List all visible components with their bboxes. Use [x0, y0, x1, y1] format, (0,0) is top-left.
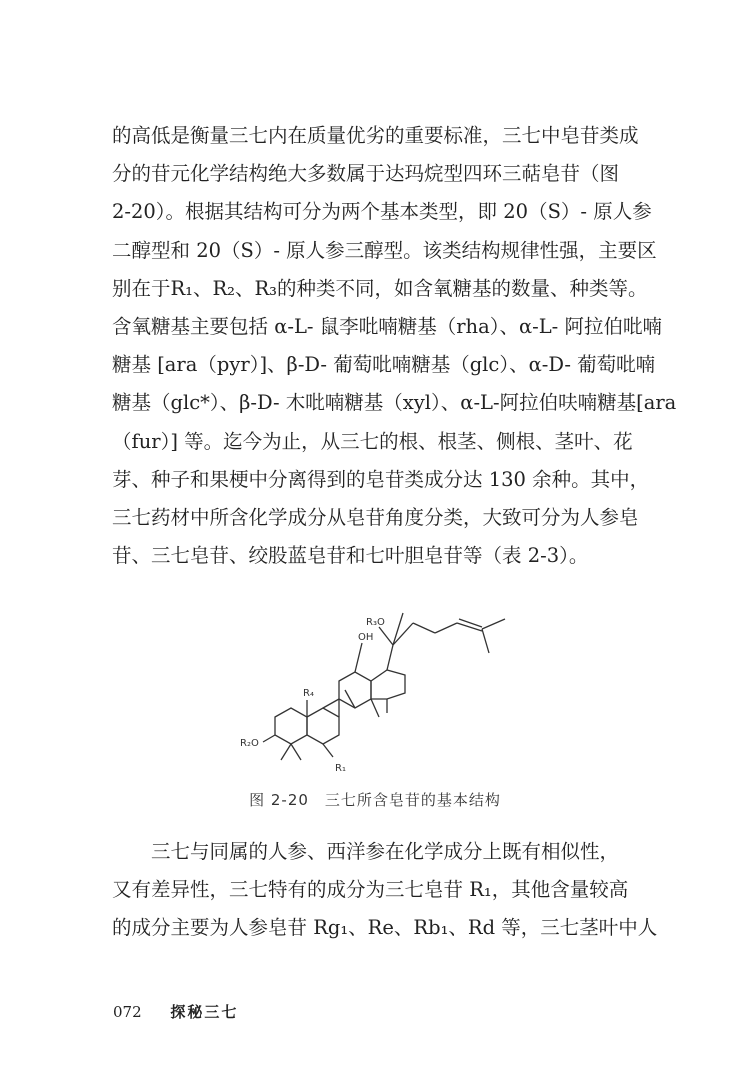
bond: [459, 619, 482, 627]
r3o-label: R₃O: [366, 617, 385, 628]
bond: [291, 744, 301, 760]
r4-label: R₄: [303, 688, 314, 699]
bond: [323, 699, 339, 708]
text-line: 芽、种子和果梗中分离得到的皂苷类成分达 130 余种。其中，: [112, 467, 650, 491]
ring-d: [371, 670, 405, 699]
text-line: 的高低是衡量三七内在质量优劣的重要标准，三七中皂苷类成: [112, 124, 639, 147]
bond: [413, 623, 435, 633]
text-line: 2-20）。根据其结构可分为两个基本类型，即 20（S）- 原人参: [112, 200, 652, 224]
body-paragraph-2: [112, 833, 658, 948]
oh-label: OH: [358, 632, 374, 643]
bond: [371, 699, 379, 717]
text-line: 苷、三七皂苷、绞股蓝皂苷和七叶胆皂苷等（表 2-3）。: [112, 544, 589, 568]
text-line: 三七与同属的人参、西洋参在化学成分上既有相似性，: [151, 840, 620, 863]
text-line: 二醇型和 20（S）- 原人参三醇型。该类结构规律性强，主要区: [112, 238, 657, 262]
bond: [482, 629, 489, 653]
bond: [435, 623, 457, 633]
bond: [281, 744, 291, 760]
text-line: 别在于R₁、R₂、R₃的种类不同，如含氧糖基的数量、种类等。: [112, 276, 648, 300]
r2o-label: R₂O: [240, 738, 259, 749]
text-line: 糖基 [ara（pyr）]、β-D- 葡萄吡喃糖基（glc）、α-D- 葡萄吡喃: [112, 353, 656, 377]
body-paragraph-1: [112, 117, 677, 575]
page-footer: [113, 1001, 238, 1022]
text-line: 三七药材中所含化学成分从皂苷角度分类，大致可分为人参皂: [112, 506, 639, 530]
text-line: 糖基（glc*）、β-D- 木吡喃糖基（xyl）、α-L-阿拉伯呋喃糖基[ara: [112, 391, 677, 415]
saponin-structure-figure: [237, 605, 522, 785]
bond: [482, 619, 505, 629]
ring-b: [307, 708, 339, 744]
bond: [355, 643, 362, 672]
bond: [379, 627, 393, 645]
bond: [387, 645, 393, 670]
text-line: （fur）] 等。迄今为止，从三七的根、根茎、侧根、茎叶、花: [112, 429, 633, 453]
ring-a: [275, 708, 307, 744]
bond: [457, 623, 482, 631]
text-line: 的成分主要为人参皂苷 Rg₁、Re、Rb₁、Rd 等，三七茎叶中人: [112, 916, 658, 940]
text-line: 含氧糖基主要包括 α-L- 鼠李吡喃糖基（rha）、α-L- 阿拉伯吡喃: [112, 315, 662, 339]
bond: [323, 744, 333, 757]
chemical-structure-diagram: [237, 605, 522, 785]
ring-c: [339, 672, 371, 708]
book-title: 探秘三七: [170, 1003, 239, 1021]
text-line: 又有差异性，三七特有的成分为三七皂苷 R₁，其他含量较高: [112, 878, 629, 902]
figure-caption: 图 2-20 三七所含皂苷的基本结构: [249, 791, 501, 809]
page-number: 072: [113, 1003, 142, 1021]
text-line: 分的苷元化学结构绝大多数属于达玛烷型四环三萜皂苷（图: [112, 162, 620, 186]
bond: [263, 735, 275, 742]
r1-label: R₁: [335, 763, 346, 774]
